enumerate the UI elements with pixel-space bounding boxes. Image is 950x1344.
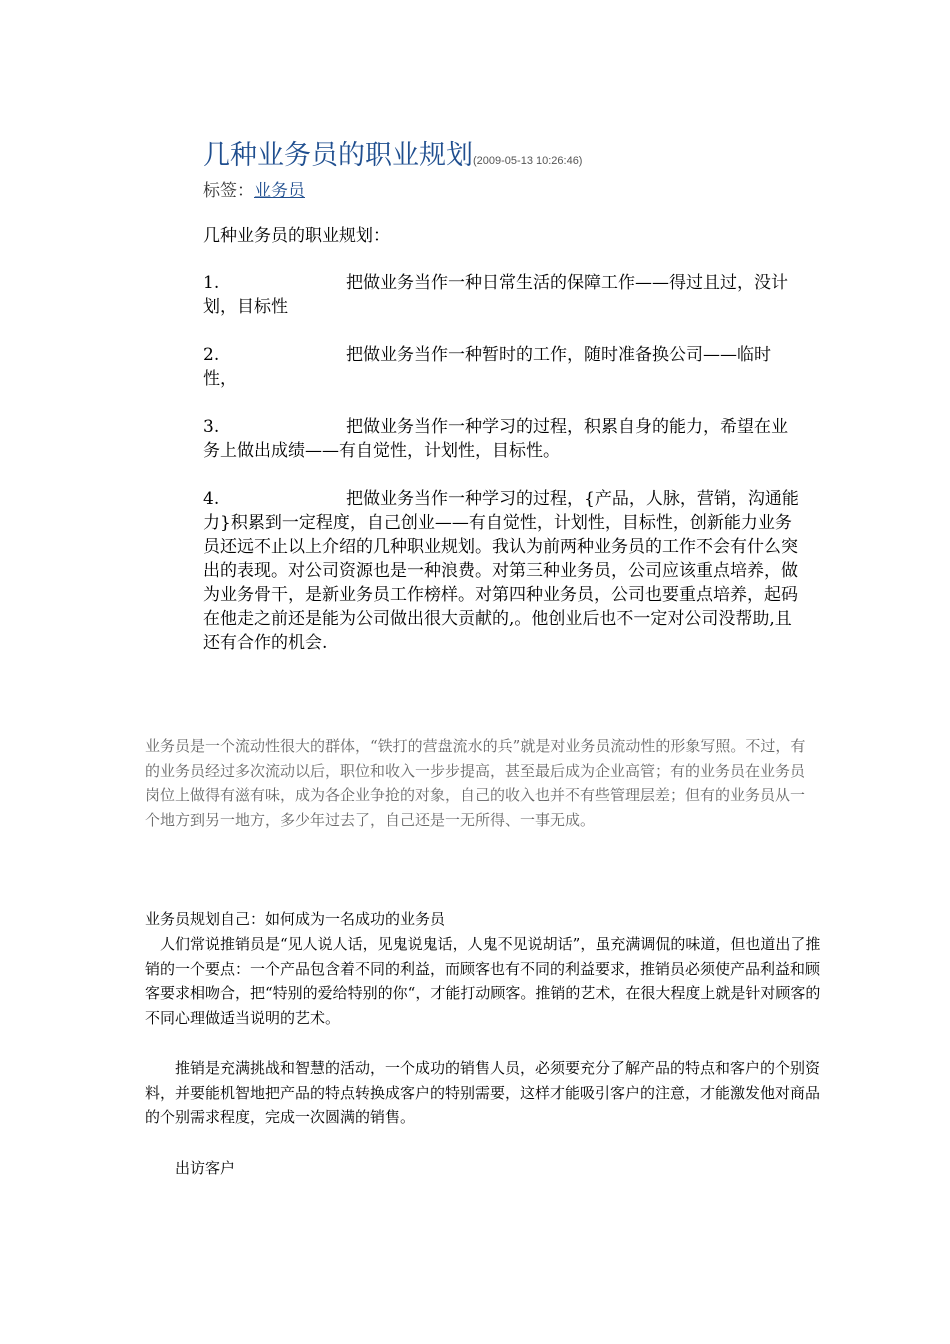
article-header: [203, 133, 582, 172]
post-timestamp: (2009-05-13 10:26:46): [473, 155, 583, 167]
list-item: [203, 343, 803, 391]
tag-link[interactable]: 业务员: [254, 181, 305, 201]
item-text: 把做业务当作一种日常生活的保障工作——得过且过，没计划，目标性: [203, 273, 788, 317]
section-paragraph: 出访客户: [175, 1159, 236, 1177]
item-number: 3.: [203, 417, 220, 437]
article-title: 几种业务员的职业规划: [203, 140, 473, 171]
item-text: 把做业务当作一种学习的过程，积累自身的能力，希望在业务上做出成绩——有自觉性，计划性，目标性。: [203, 417, 788, 461]
item-text: 把做业务当作一种暂时的工作，随时准备换公司——临时性，: [203, 345, 771, 389]
item-number: 2.: [203, 345, 220, 365]
item-number: 1.: [203, 273, 220, 293]
tags-label: 标签：: [203, 181, 254, 201]
intro-text: 几种业务员的职业规划：: [203, 226, 390, 246]
list-item: [203, 487, 803, 655]
section-heading: 业务员规划自己：如何成为一名成功的业务员: [145, 910, 446, 928]
item-text: 把做业务当作一种学习的过程，{产品，人脉，营销，沟通能力}积累到一定程度，自己创业——有自觉性，计划性，目标性，创新能力业务员还远不止以上介绍的几种职业规划。我认为前两种业务员的工作不会有什么突出的表现。对公司资源也是一种浪费。对第三种业务员，公司应该重点培养，做为业务骨干，是新业务员工作榜样。对第四种业务员，公司也要重点培养，起码在他走之前还是能为公司做出很大贡献的,。他创业后也不一定对公司没帮助,且还有合作的机会.: [203, 489, 799, 653]
excerpt-paragraph: 业务员是一个流动性很大的群体，“铁打的营盘流水的兵”就是对业务员流动性的形象写照。不过，有的业务员经过多次流动以后，职位和收入一步步提高，甚至最后成为企业高管；有的业务员在业务员岗位上做得有滋有味，成为各企业争抢的对象，自己的收入也并不有些管理层差；但有的业务员从一个地方到另一地方，多少年过去了，自己还是一无所得、一事无成。: [145, 737, 806, 829]
item-number: 4.: [203, 489, 220, 509]
list-item: [203, 271, 803, 319]
section-paragraph: 人们常说推销员是“见人说人话，见鬼说鬼话，人鬼不见说胡话”，虽充满调侃的味道，但也道出了推销的一个要点：一个产品包含着不同的利益，而顾客也有不同的利益要求，推销员必须使产品利益和顾客要求相吻合，把“特别的爱给特别的你“，才能打动顾客。推销的艺术，在很大程度上就是针对顾客的不同心理做适当说明的艺术。: [145, 935, 821, 1027]
list-item: [203, 415, 803, 463]
tags-row: [203, 176, 305, 201]
section-paragraph: 推销是充满挑战和智慧的活动，一个成功的销售人员，必须要充分了解产品的特点和客户的个别资料，并要能机智地把产品的特点转换成客户的特别需要，这样才能吸引客户的注意，才能激发他对商品的个别需求程度，完成一次圆满的销售。: [145, 1059, 821, 1126]
